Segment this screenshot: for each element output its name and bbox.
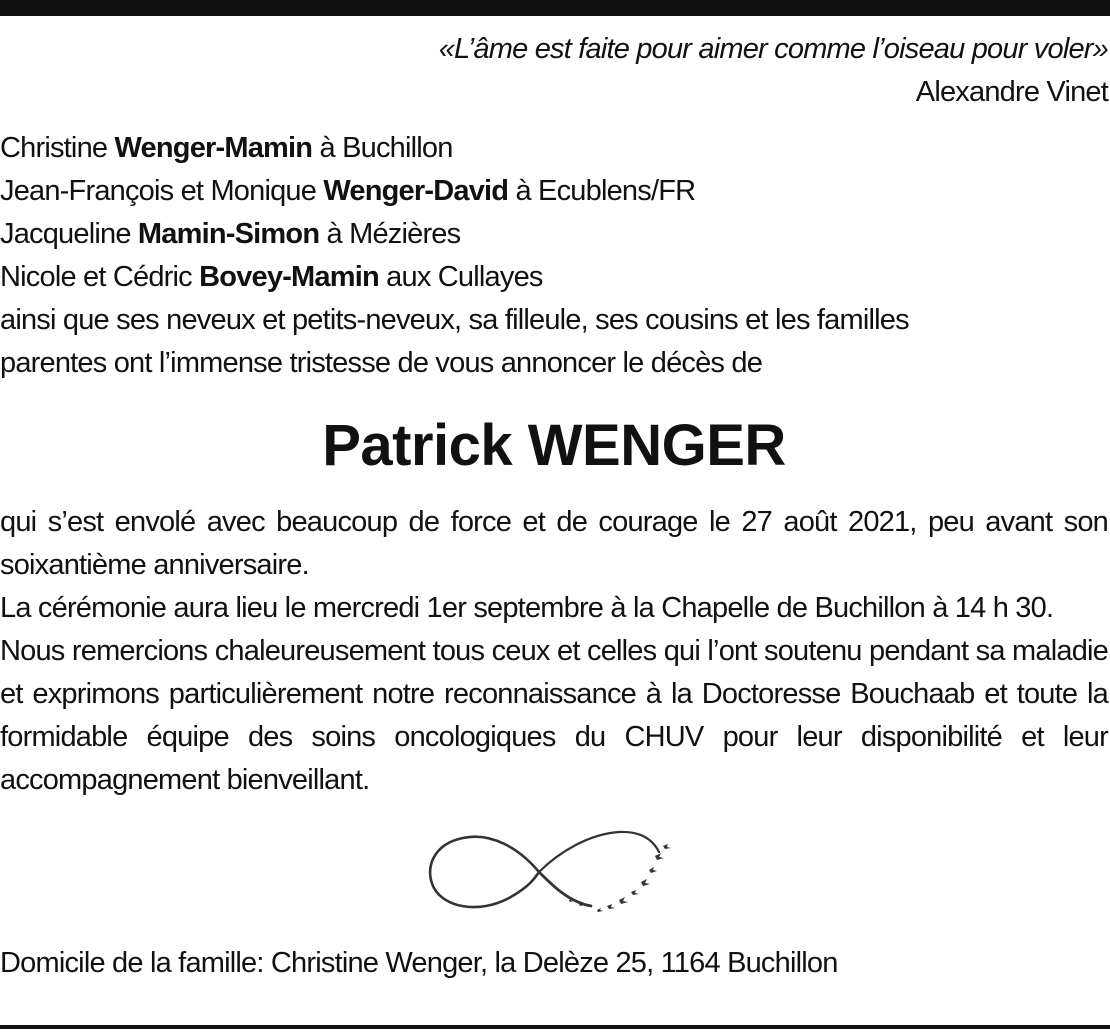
mourner-prefix: Nicole et Cédric [0, 261, 200, 293]
mourner-line [0, 127, 1108, 170]
epigraph-author: Alexandre Vinet [915, 76, 1108, 108]
mourner-line [0, 170, 1108, 213]
family-address: Domicile de la famille: Christine Wenger, la Delèze 25, 1164 Buchillon [0, 947, 838, 979]
mourner-place: à Buchillon [312, 132, 453, 164]
emblem [0, 820, 1108, 924]
obituary-notice [0, 28, 1108, 985]
mourner-surname: Mamin-Simon [137, 218, 320, 250]
mourner-surname: Wenger-Mamin [114, 132, 313, 164]
mourners-list [0, 127, 1108, 299]
mourner-place: aux Cullayes [378, 261, 543, 293]
mourner-prefix: Christine [0, 132, 115, 164]
mourner-place: à Ecublens/FR [508, 175, 696, 207]
mourner-line [0, 213, 1108, 256]
mourner-line [0, 256, 1108, 299]
mourner-place: à Mézières [319, 218, 461, 250]
deceased-name: Patrick WENGER [322, 413, 786, 478]
epigraph-quote: «L’âme est faite pour aimer comme l’oiseau pour voler» [438, 33, 1108, 65]
top-border-rule [0, 0, 1110, 16]
mourner-surname: Bovey-Mamin [199, 261, 379, 293]
bottom-border-rule [0, 1025, 1110, 1029]
ceremony-paragraph: La cérémonie aura lieu le mercredi 1er septembre à la Chapelle de Buchillon à 14 h 30. [0, 592, 1054, 624]
thanks-paragraph: Nous remercions chaleureusement tous ceux et celles qui l’ont soutenu pendant sa maladie et exprimons particulièrement notre reconnaissance à la Doctoresse Bouchaab et toute la formidable équipe des soins oncologiques du CHUV pour leur disponibilité et leur accompagnement bienveillant. [0, 635, 1108, 796]
mourner-prefix: Jean-François et Monique [0, 175, 324, 207]
infinity-birds-icon [419, 820, 689, 924]
announcement-line: parentes ont l’immense tristesse de vous annoncer le décès de [0, 347, 763, 379]
mourner-prefix: Jacqueline [0, 218, 138, 250]
mourner-surname: Wenger-David [323, 175, 509, 207]
family-line: ainsi que ses neveux et petits-neveux, sa filleule, ses cousins et les familles [0, 304, 909, 336]
passing-paragraph: qui s’est envolé avec beaucoup de force et de courage le 27 août 2021, peu avant son soixantième anniversaire. [0, 506, 1108, 581]
